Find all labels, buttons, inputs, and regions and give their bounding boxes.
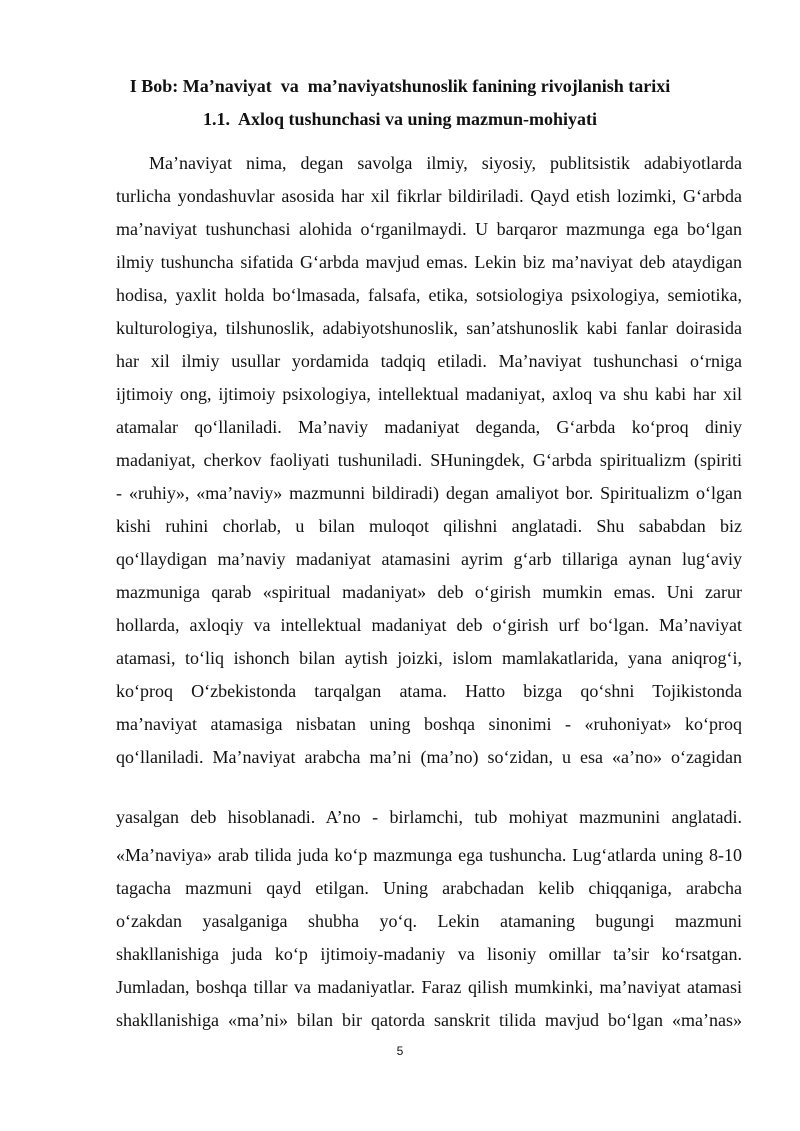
paragraph-line: ijtimoiy ong, ijtimoiy psixologiya, intellektual madaniyat, axloq va shu kabi har xil	[116, 384, 742, 404]
paragraph-line: hollarda, axloqiy va intellektual madaniyat deb o‘girish urf bo‘lgan. Ma’naviyat	[116, 615, 742, 635]
chapter-title: I Bob: Ma’naviyat va ma’naviyatshunoslik fanining rivojlanish tarixi	[129, 76, 671, 96]
paragraph-line: atamalar qo‘llaniladi. Ma’naviy madaniyat deganda, G‘arbda ko‘proq diniy	[116, 417, 742, 437]
paragraph-line: yasalgan deb hisoblanadi. A’no - birlamchi, tub mohiyat mazmunini anglatadi.	[116, 807, 742, 827]
paragraph-line: qo‘llaydigan ma’naviy madaniyat atamasini ayrim g‘arb tillariga aynan lug‘aviy	[116, 549, 742, 569]
paragraph-line: hodisa, yaxlit holda bo‘lmasada, falsafa, etika, sotsiologiya psixologiya, semiotika,	[116, 285, 742, 305]
paragraph-line: Ma’naviyat nima, degan savolga ilmiy, siyosiy, publitsistik adabiyotlarda	[149, 153, 742, 173]
paragraph-line: madaniyat, cherkov faoliyati tushuniladi. SHuningdek, G‘arbda spiritualizm (spiriti	[116, 450, 742, 470]
paragraph-line: o‘zakdan yasalganiga shubha yo‘q. Lekin atamaning bugungi mazmuni	[116, 911, 742, 931]
paragraph-line: turlicha yondashuvlar asosida har xil fikrlar bildiriladi. Qayd etish lozimki, G‘arbda	[116, 186, 742, 206]
section-title: 1.1. Axloq tushunchasi va uning mazmun-mohiyati	[202, 109, 598, 129]
paragraph-line: «Ma’naviya» arab tilida juda ko‘p mazmunga ega tushuncha. Lug‘atlarda uning 8-10	[116, 845, 742, 865]
paragraph-line: mazmuniga qarab «spiritual madaniyat» deb o‘girish mumkin emas. Uni zarur	[116, 582, 742, 602]
paragraph-line: ko‘proq O‘zbekistonda tarqalgan atama. Hatto bizga qo‘shni Tojikistonda	[116, 681, 742, 701]
paragraph-line: ma’naviyat atamasiga nisbatan uning boshqa sinonimi - «ruhoniyat» ko‘proq	[116, 714, 742, 734]
paragraph-line: har xil ilmiy usullar yordamida tadqiq etiladi. Ma’naviyat tushunchasi o‘rniga	[116, 351, 742, 371]
paragraph-line: kulturologiya, tilshunoslik, adabiyotshunoslik, san’atshunoslik kabi fanlar doirasida	[116, 318, 742, 338]
page-number: 5	[396, 1044, 404, 1058]
paragraph-line: atamasi, to‘liq ishonch bilan aytish joizki, islom mamlakatlarida, yana aniqrog‘i,	[116, 648, 742, 668]
paragraph-line: - «ruhiy», «ma’naviy» mazmunni bildiradi) degan amaliyot bor. Spiritualizm o‘lgan	[116, 483, 742, 503]
paragraph-line: ma’naviyat tushunchasi alohida o‘rganilmaydi. U barqaror mazmunga ega bo‘lgan	[116, 219, 742, 239]
paragraph-line: shakllanishiga «ma’ni» bilan bir qatorda sanskrit tilida mavjud bo‘lgan «ma’nas»	[116, 1010, 742, 1030]
paragraph-line: ilmiy tushuncha sifatida G‘arbda mavjud emas. Lekin biz ma’naviyat deb ataydigan	[116, 252, 742, 272]
paragraph-line: kishi ruhini chorlab, u bilan muloqot qilishni anglatadi. Shu sababdan biz	[116, 516, 742, 536]
paragraph-line: tagacha mazmuni qayd etilgan. Uning arabchadan kelib chiqqaniga, arabcha	[116, 878, 742, 898]
paragraph-line: qo‘llaniladi. Ma’naviyat arabcha ma’ni (ma’no) so‘zidan, u esa «a’no» o‘zagidan	[116, 747, 742, 767]
paragraph-line: Jumladan, boshqa tillar va madaniyatlar. Faraz qilish mumkinki, ma’naviyat atamasi	[116, 977, 742, 997]
paragraph-line: shakllanishiga juda ko‘p ijtimoiy-madaniy va lisoniy omillar ta’sir ko‘rsatgan.	[116, 944, 742, 964]
